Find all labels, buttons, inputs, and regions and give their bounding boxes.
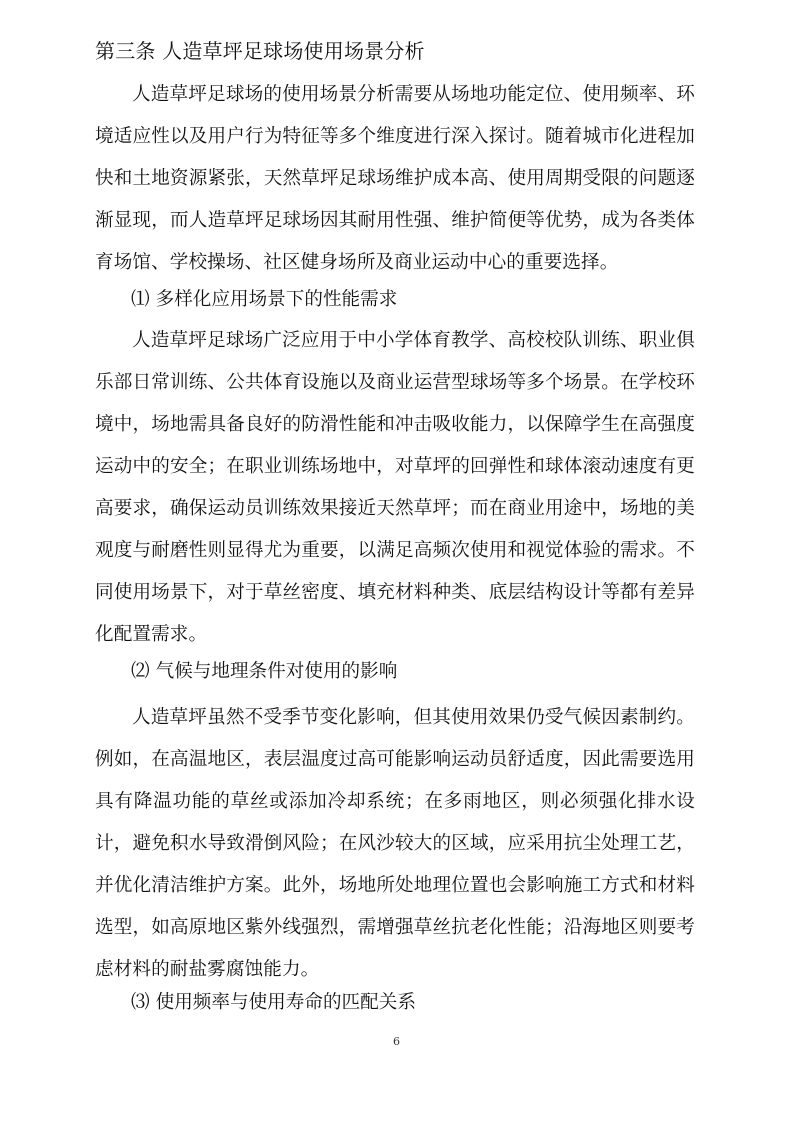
section-heading-1 (131, 285, 397, 315)
section-number-1: ⑴ (131, 289, 150, 310)
section-title-1: 多样化应用场景下的性能需求 (155, 289, 398, 310)
section-heading-3 (131, 988, 416, 1018)
section-title-2: 气候与地理条件对使用的影响 (155, 661, 398, 682)
intro-paragraph: 人造草坪足球场的使用场景分析需要从场地功能定位、使用频率、环境适应性以及用户行为特征等多个维度进行深入探讨。随着城市化进程加快和土地资源紧张，天然草坪足球场维护成本高、使用周期受限的问题逐渐显现，而人造草坪足球场因其耐用性强、维护简便等优势，成为各类体育场馆、学校操场、社区健身场所及商业运动中心的重要选择。 (95, 84, 695, 273)
section-paragraph-1: 人造草坪足球场广泛应用于中小学体育教学、高校校队训练、职业俱乐部日常训练、公共体育设施以及商业运营型球场等多个场景。在学校环境中，场地需具备良好的防滑性能和冲击吸收能力，以保障学生在高强度运动中的安全；在职业训练场地中，对草坪的回弹性和球体滚动速度有更高要求，确保运动员训练效果接近天然草坪；而在商业用途中，场地的美观度与耐磨性则显得尤为重要，以满足高频次使用和视觉体验的需求。不同使用场景下，对于草丝密度、填充材料种类、底层结构设计等都有差异化配置需求。 (95, 330, 695, 645)
section-paragraph-2: 人造草坪虽然不受季节变化影响，但其使用效果仍受气候因素制约。例如，在高温地区，表层温度过高可能影响运动员舒适度，因此需要选用具有降温功能的草丝或添加冷却系统；在多雨地区，则必须强化排水设计，避免积水导致滑倒风险；在风沙较大的区域，应采用抗尘处理工艺，并优化清洁维护方案。此外，场地所处地理位置也会影响施工方式和材料选型，如高原地区紫外线强烈，需增强草丝抗老化性能；沿海地区则要考虑材料的耐盐雾腐蚀能力。 (95, 707, 695, 980)
section-heading-2 (131, 657, 397, 687)
article-title: 第三条 人造草坪足球场使用场景分析 (95, 39, 425, 63)
page-number: 6 (393, 1035, 400, 1048)
section-title-3: 使用频率与使用寿命的匹配关系 (155, 992, 416, 1013)
section-number-2: ⑵ (131, 661, 150, 682)
section-number-3: ⑶ (131, 992, 150, 1013)
